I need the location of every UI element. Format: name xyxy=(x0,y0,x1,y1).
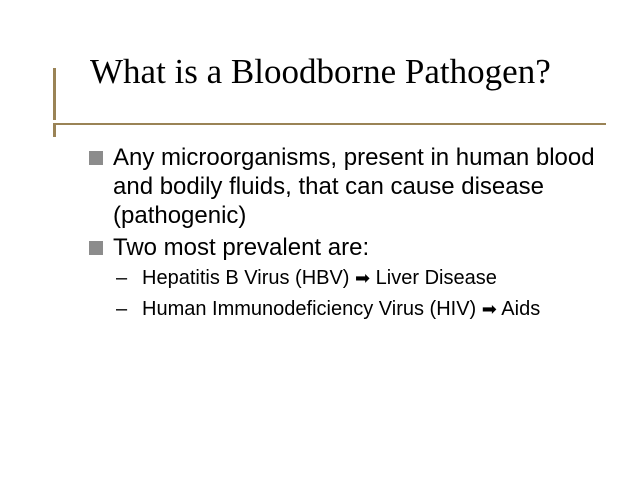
slide-body xyxy=(88,143,618,327)
accent-bar xyxy=(53,68,56,120)
sub-bullet-item xyxy=(88,296,618,323)
right-arrow-icon: ➡ xyxy=(355,268,371,289)
sub-bullet-text-before: Human Immunodeficiency Virus (HIV) xyxy=(142,298,482,320)
accent-bar-lower xyxy=(53,124,56,137)
dash-marker: – xyxy=(116,298,128,320)
square-bullet-icon xyxy=(89,241,103,255)
sub-bullet-text-after: Aids xyxy=(496,298,541,320)
bullet-item xyxy=(88,143,618,230)
dash-marker: – xyxy=(116,267,128,289)
square-bullet-icon xyxy=(89,151,103,165)
sub-bullet-text-after: Liver Disease xyxy=(370,267,497,289)
bullet-text: Two most prevalent are: xyxy=(113,234,370,261)
title-underline xyxy=(53,123,606,125)
slide-title: What is a Bloodborne Pathogen? xyxy=(90,52,551,91)
sub-bullet-item xyxy=(88,265,618,292)
bullet-item xyxy=(88,233,618,262)
sub-bullet-text-before: Hepatitis B Virus (HBV) xyxy=(142,267,356,289)
right-arrow-icon: ➡ xyxy=(481,299,497,320)
bullet-text: Any microorganisms, present in human blood and bodily fluids, that can cause disease (pathogenic) xyxy=(113,144,595,229)
